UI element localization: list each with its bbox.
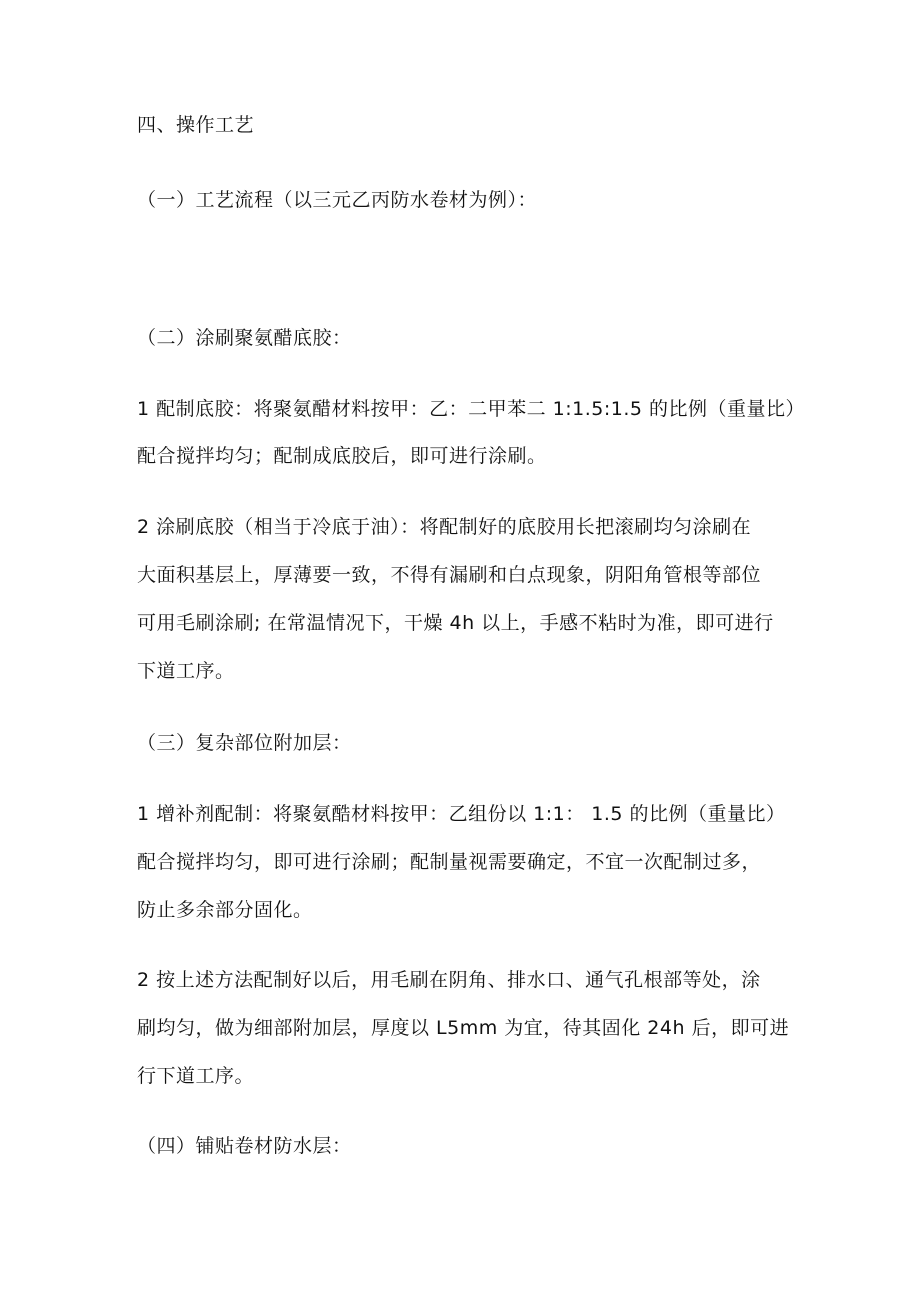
paragraph-line: 可用毛刷涂刷; 在常温情况下，干燥 4h 以上，手感不粘时为准，即可进行 <box>137 612 774 634</box>
section-heading: 四、操作工艺 <box>137 114 255 136</box>
paragraph-line: 行下道工序。 <box>137 1065 255 1087</box>
sub4-heading: （四）铺贴卷材防水层： <box>137 1135 352 1157</box>
sub1-heading: （一）工艺流程（以三元乙丙防水卷材为例）： <box>137 189 538 211</box>
paragraph-line: 刷均匀，做为细部附加层，厚度以 L5mm 为宜，待其固化 24h 后，即可进 <box>137 1017 790 1039</box>
paragraph-line: 1 增补剂配制：将聚氨酷材料按甲：乙组份以 1:1： 1.5 的比例（重量比） <box>137 803 786 825</box>
paragraph-line: 配合搅拌均匀；配制成底胶后，即可进行涂刷。 <box>137 445 547 467</box>
sub2-heading: （二）涂刷聚氨醋底胶： <box>137 327 352 349</box>
paragraph-line: 2 涂刷底胶（相当于冷底于油）：将配制好的底胶用长把滚刷均匀涂刷在 <box>137 516 752 538</box>
paragraph-line: 下道工序。 <box>137 660 235 682</box>
paragraph-line: 2 按上述方法配制好以后，用毛刷在阴角、排水口、通气孔根部等处，涂 <box>137 969 761 991</box>
paragraph-line: 大面积基层上，厚薄要一致，不得有漏刷和白点现象，阴阳角管根等部位 <box>137 564 762 586</box>
paragraph-line: 配合搅拌均匀，即可进行涂刷；配制量视需要确定，不宜一次配制过多， <box>137 851 762 873</box>
paragraph-line: 1 配制底胶：将聚氨醋材料按甲：乙：二甲苯二 1:1.5:1.5 的比例（重量比） <box>137 398 806 420</box>
paragraph-line: 防止多余部分固化。 <box>137 899 313 921</box>
sub3-heading: （三）复杂部位附加层： <box>137 732 352 754</box>
